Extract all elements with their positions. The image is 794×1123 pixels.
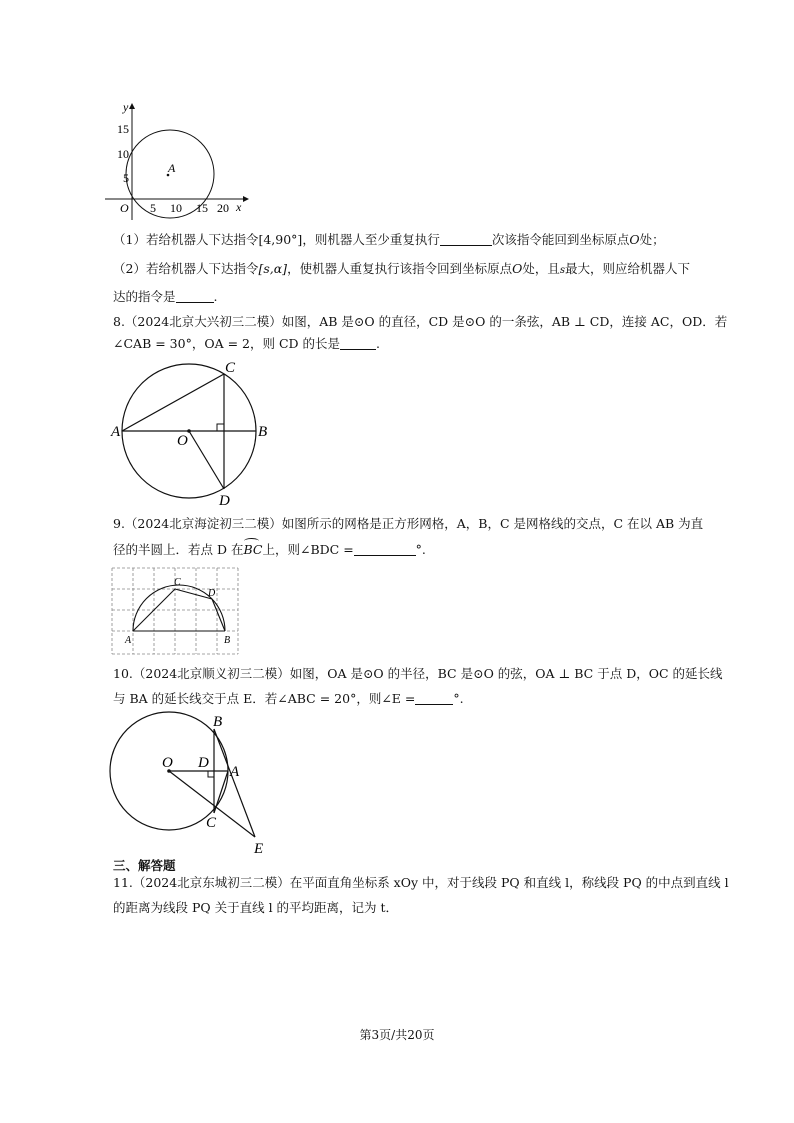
answer-blank-q10: [415, 692, 453, 705]
q9-end: °.: [415, 542, 426, 557]
sub2-text-4: 最大，则应给机器人下: [564, 261, 690, 276]
segment-ac: [214, 771, 228, 813]
label-d: D: [208, 588, 216, 599]
y-tick-15: 15: [117, 122, 129, 136]
sub2-text-3: 处，且: [522, 261, 560, 276]
right-angle-mark: [208, 771, 214, 777]
sub1-text: （1）若给机器人下达指令: [113, 232, 259, 247]
question-10-line1: 10.（2024北京顺义初三二模）如图，OA 是⊙O 的半径，BC 是⊙O 的弦，OA ⊥ BC 于点 D，OC 的延长线: [113, 666, 723, 681]
q8-end: .: [376, 336, 380, 351]
segment-od: [189, 431, 224, 489]
q10-end: °.: [453, 691, 464, 706]
y-axis-label: y: [123, 100, 129, 114]
x-tick-15: 15: [196, 201, 208, 215]
segment-db: [212, 599, 225, 631]
answer-blank-q9: [354, 543, 416, 556]
arc-bc: BC: [243, 542, 263, 557]
label-c: C: [174, 577, 181, 588]
label-b: B: [213, 714, 223, 730]
x-axis-label: x: [236, 200, 242, 214]
label-d: D: [198, 755, 209, 771]
question-8-line1: 8.（2024北京大兴初三二模）如图，AB 是⊙O 的直径，CD 是⊙O 的一条弦，AB ⊥ CD，连接 AC，OD．若: [113, 314, 728, 329]
label-a: A: [230, 764, 240, 780]
q10-text: 与 BA 的延长线交于点 E．若∠ABC = 20°，则∠E =: [113, 691, 416, 706]
sub1-end: 处；: [639, 232, 665, 247]
x-tick-20: 20: [217, 201, 229, 215]
x-tick-5: 5: [150, 201, 156, 215]
label-e: E: [254, 841, 264, 857]
question-9-line1: 9.（2024北京海淀初三二模）如图所示的网格是正方形网格，A，B，C 是网格线的交点，C 在以 AB 为直: [113, 516, 704, 531]
figure-8: [108, 356, 278, 512]
sub1-text-2: ，则机器人至少重复执行: [302, 232, 440, 247]
q8-text: ∠CAB = 30°，OA = 2，则 CD 的长是: [113, 336, 341, 351]
question-9-line2: [113, 541, 426, 559]
label-d: D: [219, 493, 230, 509]
question-11-line1: 11.（2024北京东城初三二模）在平面直角坐标系 xOy 中，对于线段 PQ 和直线 l，称线段 PQ 的中点到直线 l: [113, 875, 729, 890]
segment-ac: [122, 374, 224, 431]
question-10-line2: [113, 690, 464, 708]
sub-question-1: [113, 231, 665, 249]
point-a-label: A: [168, 161, 176, 175]
label-a: A: [111, 424, 121, 440]
answer-blank-2: [176, 290, 214, 303]
sub2-text-2: ，使机器人重复执行该指令回到坐标原点: [287, 261, 513, 276]
figure-10: [108, 710, 278, 860]
page-footer: 第3页/共20页: [359, 1028, 435, 1042]
label-c: C: [206, 815, 217, 831]
sub2-end: .: [213, 289, 218, 304]
sub2-command: [s,α]: [258, 261, 288, 276]
label-o: O: [162, 755, 173, 771]
q9-text: 径的半圆上．若点 D 在: [113, 542, 244, 557]
y-tick-10: 10: [117, 147, 129, 161]
section-heading: 三、解答题: [113, 858, 176, 873]
question-11-line2: 的距离为线段 PQ 关于直线 l 的平均距离，记为 t．: [113, 900, 399, 915]
coordinate-graph: [100, 98, 260, 226]
x-tick-10: 10: [170, 201, 182, 215]
y-tick-5: 5: [123, 171, 129, 185]
right-angle-mark: [217, 424, 224, 431]
arc-mark: [244, 538, 259, 544]
label-b: B: [258, 424, 268, 440]
label-o: O: [177, 433, 188, 449]
q9-text-2: 上，则∠BDC =: [262, 542, 354, 557]
answer-blank-1: [440, 233, 492, 246]
origin-label: O: [120, 201, 129, 215]
figure-9: [110, 566, 242, 658]
sub2-line2: 达的指令是: [113, 289, 176, 304]
sub1-command: [4,90°]: [258, 232, 303, 247]
sub2-point: O: [512, 261, 523, 276]
question-8-line2: [113, 335, 380, 353]
label-b: B: [224, 635, 231, 646]
sub1-point: O: [629, 232, 640, 247]
label-a: A: [125, 635, 132, 646]
sub-question-2: [113, 260, 690, 280]
sub1-text-3: 次该指令能回到坐标原点: [491, 232, 630, 247]
sub2-var: s: [559, 265, 565, 276]
label-c: C: [225, 360, 236, 376]
sub-question-2-line2: [113, 288, 218, 306]
sub2-text: （2）若给机器人下达指令: [113, 261, 259, 276]
answer-blank-q8: [340, 337, 376, 350]
